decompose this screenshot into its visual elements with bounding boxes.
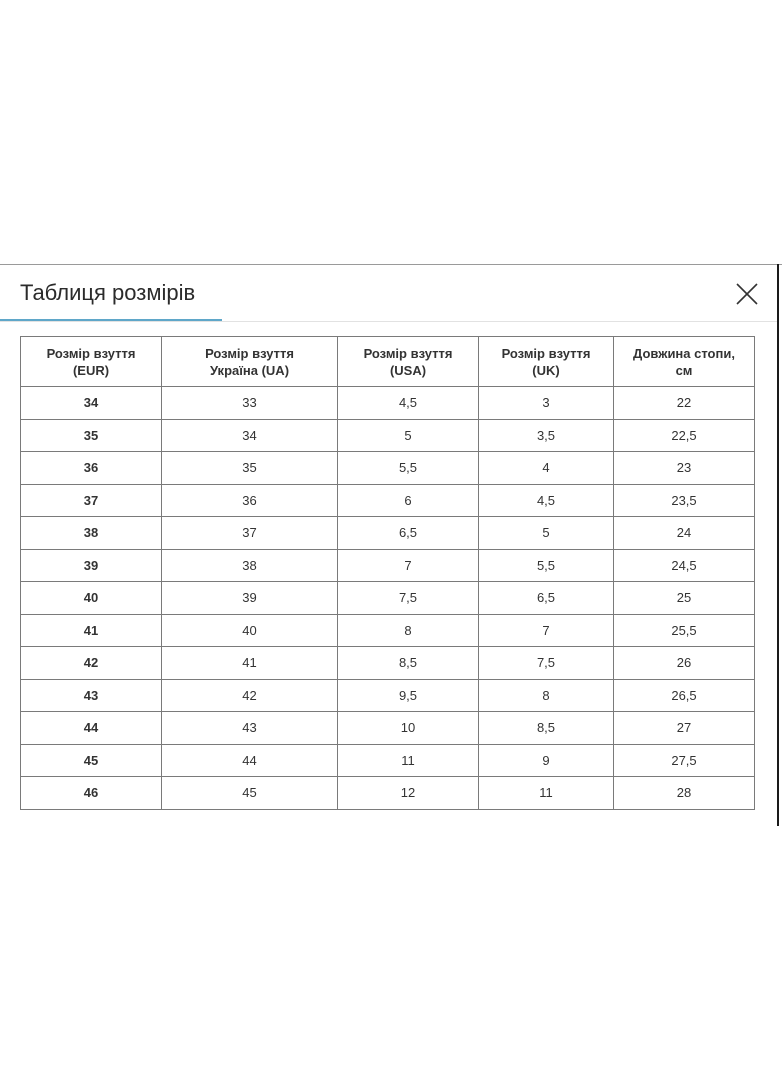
header-eur-line2: (EUR) — [72, 362, 110, 378]
cell-usa: 8,5 — [338, 647, 479, 680]
table-row — [21, 679, 755, 712]
cell-eur: 34 — [21, 387, 162, 420]
cell-usa: 7 — [338, 549, 479, 582]
cell-eur: 44 — [21, 712, 162, 745]
cell-eur: 42 — [21, 647, 162, 680]
cell-uk: 6,5 — [479, 582, 614, 615]
cell-usa: 6 — [338, 484, 479, 517]
size-chart-modal — [0, 265, 777, 825]
cell-foot-length: 23,5 — [614, 484, 755, 517]
header-foot-length-line1: Довжина стопи, — [633, 345, 735, 361]
table-row — [21, 549, 755, 582]
header-ua — [162, 337, 338, 387]
cell-ua: 40 — [162, 614, 338, 647]
table-row — [21, 712, 755, 745]
close-button[interactable] — [732, 279, 762, 309]
header-foot-length — [614, 337, 755, 387]
close-icon — [732, 279, 762, 309]
header-uk-line1: Розмір взуття — [501, 345, 591, 361]
cell-uk: 8 — [479, 679, 614, 712]
header-usa — [338, 337, 479, 387]
cell-eur: 38 — [21, 517, 162, 550]
cell-usa: 9,5 — [338, 679, 479, 712]
cell-uk: 5,5 — [479, 549, 614, 582]
cell-ua: 39 — [162, 582, 338, 615]
cell-foot-length: 24 — [614, 517, 755, 550]
cell-foot-length: 28 — [614, 777, 755, 810]
cell-usa: 7,5 — [338, 582, 479, 615]
cell-usa: 5 — [338, 419, 479, 452]
cell-ua: 43 — [162, 712, 338, 745]
modal-header — [0, 265, 777, 322]
table-row — [21, 614, 755, 647]
header-foot-length-line2: см — [675, 362, 693, 378]
cell-eur: 41 — [21, 614, 162, 647]
header-uk-line2: (UK) — [532, 362, 560, 378]
table-row — [21, 419, 755, 452]
cell-uk: 3,5 — [479, 419, 614, 452]
cell-eur: 35 — [21, 419, 162, 452]
cell-uk: 3 — [479, 387, 614, 420]
cell-usa: 5,5 — [338, 452, 479, 485]
title-underline — [0, 319, 222, 321]
cell-ua: 44 — [162, 744, 338, 777]
cell-usa: 12 — [338, 777, 479, 810]
cell-uk: 5 — [479, 517, 614, 550]
cell-uk: 4 — [479, 452, 614, 485]
header-ua-line2: Україна (UA) — [209, 362, 290, 378]
size-table — [20, 336, 755, 810]
table-header-row — [21, 337, 755, 387]
table-row — [21, 517, 755, 550]
cell-foot-length: 24,5 — [614, 549, 755, 582]
cell-ua: 38 — [162, 549, 338, 582]
cell-ua: 35 — [162, 452, 338, 485]
header-eur-line1: Розмір взуття — [46, 345, 136, 361]
modal-right-edge — [777, 264, 779, 826]
cell-ua: 33 — [162, 387, 338, 420]
table-row — [21, 484, 755, 517]
cell-eur: 40 — [21, 582, 162, 615]
cell-eur: 43 — [21, 679, 162, 712]
table-row — [21, 744, 755, 777]
cell-foot-length: 26 — [614, 647, 755, 680]
cell-ua: 42 — [162, 679, 338, 712]
cell-eur: 46 — [21, 777, 162, 810]
cell-uk: 4,5 — [479, 484, 614, 517]
cell-usa: 10 — [338, 712, 479, 745]
modal-title: Таблиця розмірів — [20, 280, 196, 305]
header-usa-line2: (USA) — [389, 362, 427, 378]
cell-foot-length: 27 — [614, 712, 755, 745]
cell-eur: 37 — [21, 484, 162, 517]
cell-usa: 6,5 — [338, 517, 479, 550]
cell-uk: 8,5 — [479, 712, 614, 745]
cell-uk: 9 — [479, 744, 614, 777]
header-eur — [21, 337, 162, 387]
cell-usa: 4,5 — [338, 387, 479, 420]
cell-foot-length: 25 — [614, 582, 755, 615]
cell-uk: 11 — [479, 777, 614, 810]
cell-uk: 7 — [479, 614, 614, 647]
cell-eur: 36 — [21, 452, 162, 485]
header-uk — [479, 337, 614, 387]
table-row — [21, 582, 755, 615]
table-row — [21, 777, 755, 810]
cell-eur: 39 — [21, 549, 162, 582]
cell-usa: 11 — [338, 744, 479, 777]
cell-usa: 8 — [338, 614, 479, 647]
cell-foot-length: 23 — [614, 452, 755, 485]
cell-ua: 34 — [162, 419, 338, 452]
cell-eur: 45 — [21, 744, 162, 777]
header-ua-line1: Розмір взуття — [205, 345, 294, 361]
cell-ua: 45 — [162, 777, 338, 810]
cell-ua: 37 — [162, 517, 338, 550]
cell-uk: 7,5 — [479, 647, 614, 680]
table-row — [21, 452, 755, 485]
cell-ua: 41 — [162, 647, 338, 680]
table-row — [21, 647, 755, 680]
cell-foot-length: 25,5 — [614, 614, 755, 647]
header-usa-line1: Розмір взуття — [363, 345, 453, 361]
cell-ua: 36 — [162, 484, 338, 517]
cell-foot-length: 22 — [614, 387, 755, 420]
cell-foot-length: 22,5 — [614, 419, 755, 452]
cell-foot-length: 27,5 — [614, 744, 755, 777]
cell-foot-length: 26,5 — [614, 679, 755, 712]
table-row — [21, 387, 755, 420]
